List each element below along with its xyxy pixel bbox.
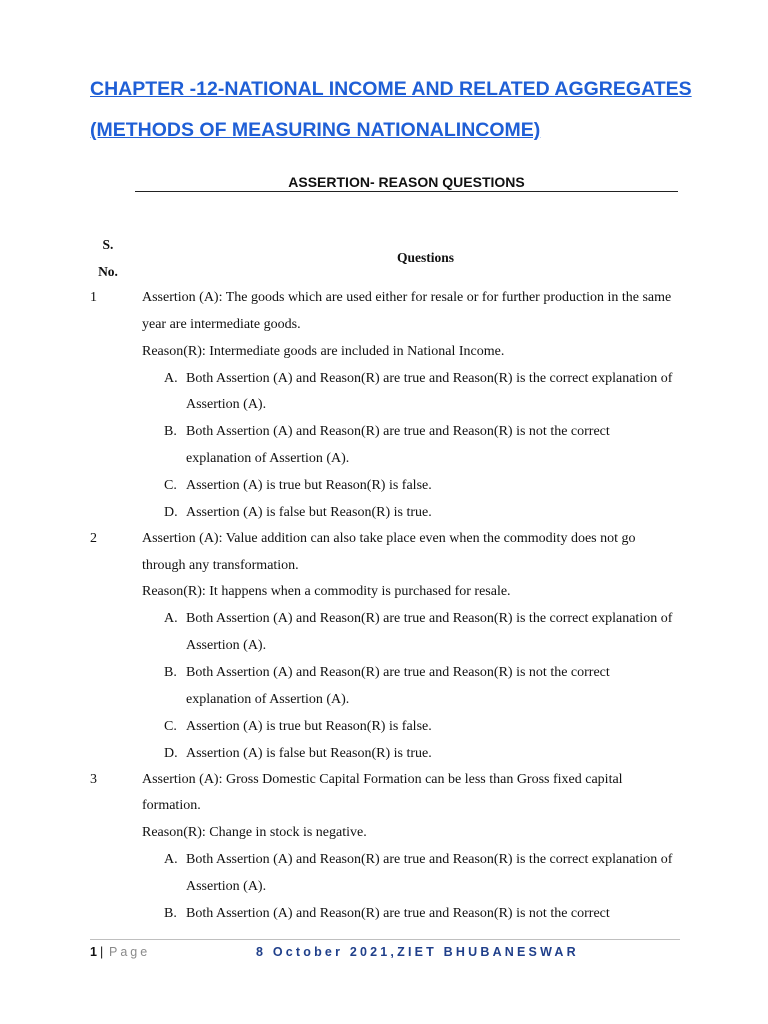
question-number: 2	[90, 531, 97, 546]
page-separator: |	[100, 945, 104, 959]
option-d	[164, 745, 432, 763]
option-a	[164, 851, 672, 869]
option-letter: A.	[164, 371, 178, 386]
chapter-title-line2: (METHODS OF MEASURING NATIONALINCOME)	[90, 119, 541, 141]
option-text: Both Assertion (A) and Reason(R) are true and Reason(R) is the correct explanation of	[186, 852, 673, 867]
option-text-cont: explanation of Assertion (A).	[186, 692, 350, 707]
option-letter: B.	[164, 665, 177, 680]
option-a	[164, 370, 672, 388]
option-letter: C.	[164, 719, 177, 734]
assertion-text: Assertion (A): Value addition can also take place even when the commodity does not go	[142, 531, 636, 546]
section-subheading: ASSERTION- REASON QUESTIONS	[135, 174, 678, 192]
footer-divider	[90, 939, 680, 940]
reason-text: Reason(R): It happens when a commodity is purchased for resale.	[142, 584, 511, 599]
option-text: Both Assertion (A) and Reason(R) are true and Reason(R) is not the correct	[186, 906, 610, 921]
page-label: Page	[109, 945, 151, 959]
option-text: Both Assertion (A) and Reason(R) are true and Reason(R) is the correct explanation of	[186, 371, 673, 386]
question-number: 3	[90, 772, 97, 787]
option-letter: D.	[164, 505, 178, 520]
option-text: Both Assertion (A) and Reason(R) are true and Reason(R) is the correct explanation of	[186, 611, 673, 626]
option-c	[164, 718, 432, 736]
sno-line1: S.	[102, 237, 114, 252]
option-letter: B.	[164, 906, 177, 921]
option-d	[164, 504, 432, 522]
option-text-cont: explanation of Assertion (A).	[186, 451, 350, 466]
assertion-text: Assertion (A): Gross Domestic Capital Formation can be less than Gross fixed capital	[142, 772, 623, 787]
option-a	[164, 610, 672, 628]
option-letter: C.	[164, 478, 177, 493]
option-text: Both Assertion (A) and Reason(R) are true and Reason(R) is not the correct	[186, 424, 610, 439]
column-header-questions: Questions	[397, 250, 455, 265]
option-b	[164, 664, 610, 682]
option-letter: D.	[164, 746, 178, 761]
option-b	[164, 905, 610, 923]
sno-line2: No.	[98, 264, 118, 279]
assertion-text-cont: year are intermediate goods.	[142, 317, 301, 332]
footer-date-location: 8 October 2021,ZIET BHUBANESWAR	[256, 945, 579, 959]
assertion-text-cont: formation.	[142, 798, 201, 813]
option-c	[164, 477, 432, 495]
page-number: 1	[90, 945, 97, 959]
option-text: Assertion (A) is false but Reason(R) is true.	[186, 505, 432, 520]
option-text: Assertion (A) is true but Reason(R) is false.	[186, 719, 432, 734]
option-text: Assertion (A) is true but Reason(R) is false.	[186, 478, 432, 493]
column-header-sno	[98, 236, 118, 290]
option-text-cont: Assertion (A).	[186, 638, 267, 653]
option-text-cont: Assertion (A).	[186, 397, 267, 412]
option-letter: B.	[164, 424, 177, 439]
option-text: Assertion (A) is false but Reason(R) is true.	[186, 746, 432, 761]
option-b	[164, 423, 610, 441]
assertion-text: Assertion (A): The goods which are used either for resale or for further production in the same	[142, 290, 672, 305]
option-text-cont: Assertion (A).	[186, 879, 267, 894]
option-letter: A.	[164, 611, 178, 626]
chapter-title-line1: CHAPTER -12-NATIONAL INCOME AND RELATED AGGREGATES	[90, 78, 692, 100]
reason-text: Reason(R): Change in stock is negative.	[142, 825, 367, 840]
option-text: Both Assertion (A) and Reason(R) are true and Reason(R) is not the correct	[186, 665, 610, 680]
assertion-text-cont: through any transformation.	[142, 558, 299, 573]
option-letter: A.	[164, 852, 178, 867]
question-number: 1	[90, 290, 97, 305]
reason-text: Reason(R): Intermediate goods are included in National Income.	[142, 344, 505, 359]
